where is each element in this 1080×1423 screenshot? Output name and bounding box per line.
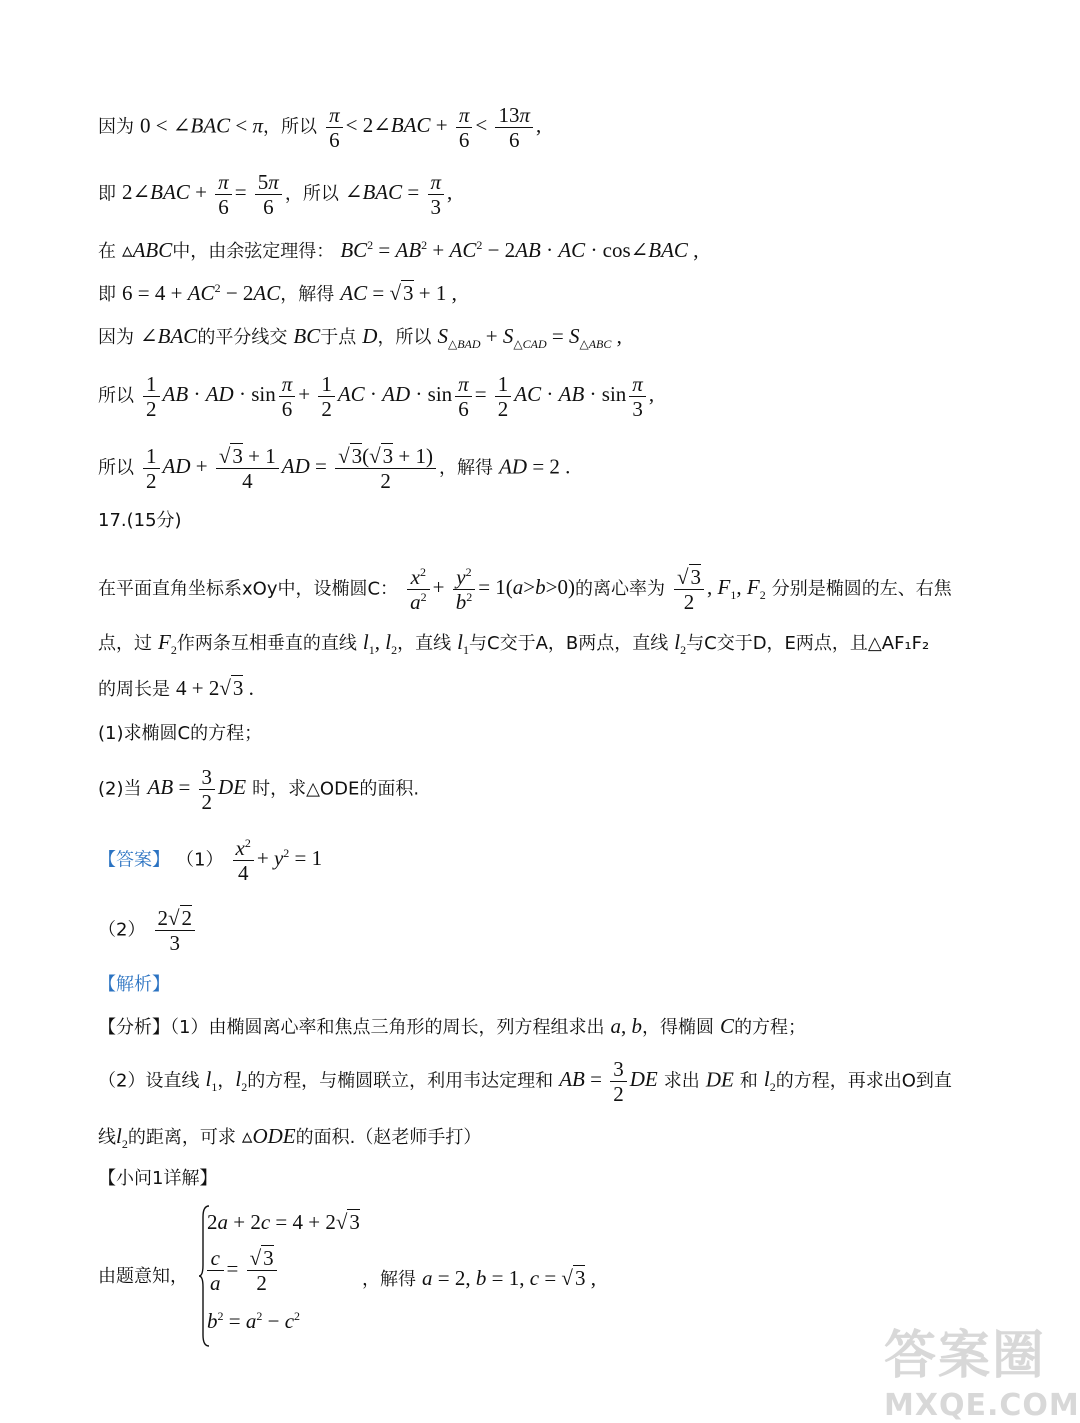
analysis-line-3: 线$l_2$的距离，可求 ▵ODE的面积.（赵老师手打） xyxy=(98,1124,482,1152)
line-angle-range: 因为 0 < ∠BAC < π，所以 $\frac{\pi}{6}$ < 2∠BAC + $\frac{\pi}{6}$ < $\frac{13\pi}{6}$ , xyxy=(98,103,542,153)
analysis-line-2: （2）设直线 $l_1$，$l_2$的方程，与椭圆联立，利用韦达定理和 AB = $\frac{3}{2}$ DE 求出 DE 和 $l_2$的方程，再求出O到直 xyxy=(98,1057,952,1107)
line-area-split: 因为 ∠BAC的平分线交 BC于点 D，所以 $S_{\triangle BAD} + S_{\triangle CAD} = S_{\triangle ABC}$ , xyxy=(98,324,622,352)
question-1: (1)求椭圆C的方程； xyxy=(98,723,263,744)
question-2: (2)当 AB = $\frac{3}{2}$ DE 时，求△ODE的面积. xyxy=(98,765,420,815)
subquestion-1-tag: 【小问1详解】 xyxy=(98,1168,218,1189)
line-cosine-law: 在 ▵ABC中，由余弦定理得： $BC^2 = AB^2 + AC^2 - 2AB$ · AC · cos∠BAC , xyxy=(98,238,699,262)
system-eq-2: $\frac{c}{a}$ = $\frac{√3}{2}$ xyxy=(204,1246,280,1295)
answer-tag: 【答案】 xyxy=(98,849,170,871)
answer-2: （2） $\frac{2√2}{3}$ xyxy=(98,906,198,955)
watermark-logo: 答案圈 MXQE.COM xyxy=(884,1326,1080,1423)
line-area-equation: 所以 $\frac{1}{2}$ AB · AD · sin $\frac{\pi}{6}$ + $\frac{1}{2}$ AC · AD · sin $\frac{\pi}{6}$ = $\frac{1}{2}$ AC · AB · sin $\frac{\pi}{3}$ , xyxy=(98,372,655,422)
solution-result: ，解得 a = 2, b = 1, c = √3 , xyxy=(362,1266,596,1290)
problem-line-2: 点，过 $F_2$作两条互相垂直的直线 $l_1$, $l_2$，直线 $l_1$与C交于A，B两点，直线 $l_2$与C交于D，E两点，且△AF₁F₂ xyxy=(98,630,930,658)
solution-intro: 由题意知， xyxy=(98,1266,188,1287)
problem-line-1: 在平面直角坐标系xOy中，设椭圆C： $\frac{x^2}{a^2}$ + $\frac{y^2}{b^2}$ = 1(a>b>0)的离心率为 $\frac{√3}{2}$ , $F_1$, $F_2$ 分别是椭圆的左、右焦 xyxy=(98,565,952,615)
system-eq-3: $b^2 = a^2 - c^2$ xyxy=(207,1309,301,1333)
problem-line-3: 的周长是 4 + 2√3 . xyxy=(98,676,254,700)
line-solve-ad: 所以 $\frac{1}{2}$ AD + $\frac{√3 + 1}{4}$ AD = $\frac{√3(√3 + 1)}{2}$ ，解得 AD = 2 . xyxy=(98,444,571,494)
line-solve-ac: 即 $6 = 4 + AC^2 - 2AC$，解得 AC = √3 + 1 , xyxy=(98,281,457,305)
line-angle-value: 即 2∠BAC + $\frac{\pi}{6}$ = $\frac{5\pi}{6}$ ，所以 ∠BAC = $\frac{\pi}{3}$ , xyxy=(98,170,453,220)
answer-1: 【答案】 （1） $\frac{x^2}{4}$ + $y^2 = 1$ xyxy=(98,836,323,886)
analysis-tag: 【解析】 xyxy=(98,974,170,995)
problem-number: 17.(15分) xyxy=(98,510,182,531)
analysis-line-1: 【分析】（1）由椭圆离心率和焦点三角形的周长，列方程组求出 a, b，得椭圆 C的方程； xyxy=(98,1014,807,1038)
system-eq-1: 2a + 2c = 4 + 2√3 xyxy=(207,1210,360,1234)
